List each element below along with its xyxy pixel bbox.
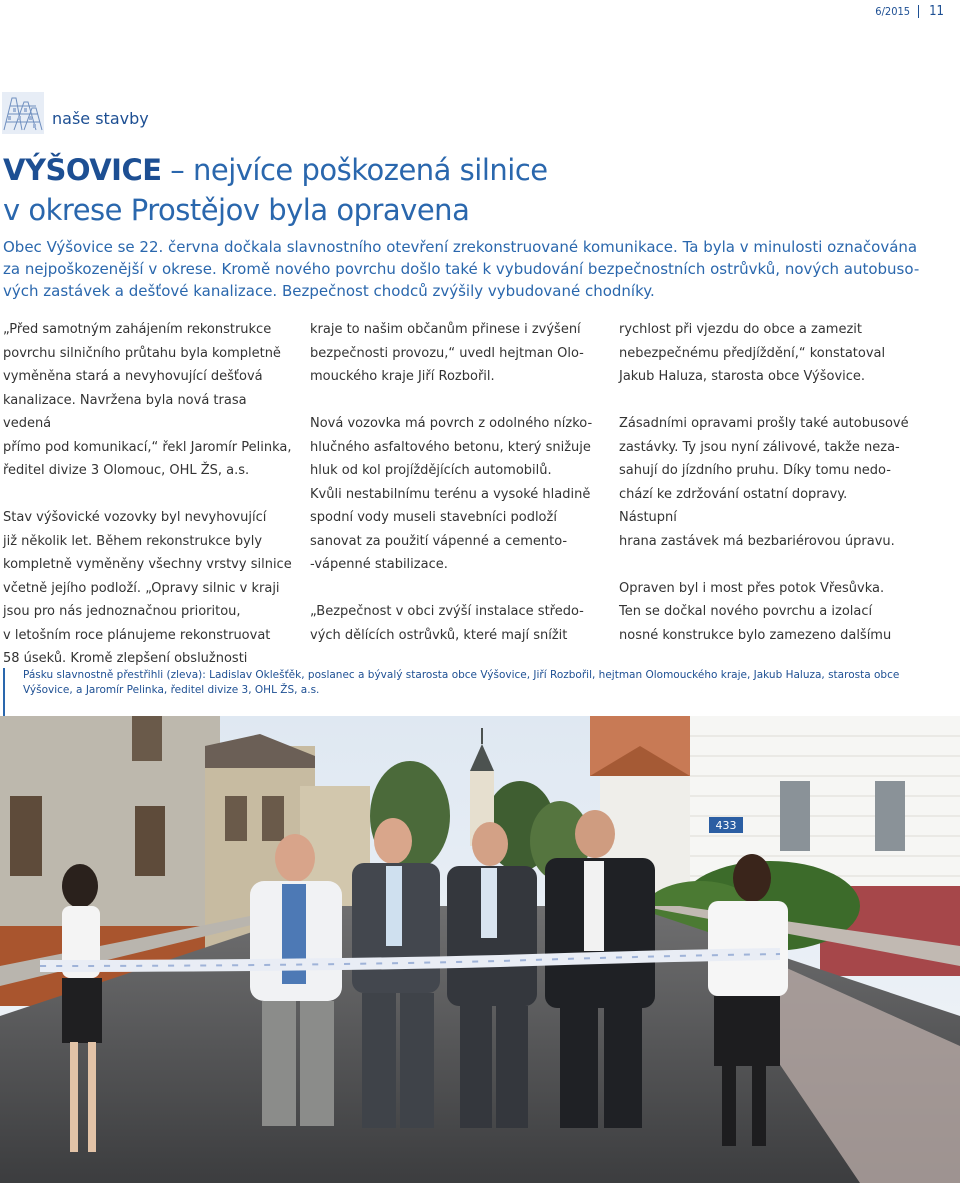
text-line: „Před samotným zahájením rekonstrukce [3, 322, 272, 337]
text-line: sahují do jízdního pruhu. Díky tomu nedo- [619, 463, 891, 478]
text-line: spodní vody museli stavebníci podloží [310, 510, 557, 525]
lead-line: za nejpoškozenější v okrese. Kromě nového povrchu došlo také k vybudování bezpečnostních ostrůvků, nových autobuso- [3, 260, 920, 278]
body-column-2 [310, 318, 600, 671]
ribbon-cutting-photo [0, 716, 960, 1183]
page-folio [875, 0, 960, 22]
text-line: vyměněna stará a nevyhovující dešťová [3, 369, 263, 384]
text-line: sanovat za použití vápenné a cemento- [310, 533, 568, 549]
text-line: vých dělících ostrůvků, které mají snížit [310, 627, 568, 643]
article-headline [3, 150, 548, 230]
person-man-2 [352, 818, 440, 1128]
text-line: povrchu silničního průtahu byla kompletně [3, 345, 281, 361]
text-line: zastávky. Ty jsou nyní zálivové, takže neza- [619, 439, 900, 455]
text-line: kompletně vyměněny všechny vrstvy silnice [3, 557, 292, 572]
person-man-3 [447, 822, 537, 1128]
text-line: mouckého kraje Jiří Rozbořil. [310, 369, 495, 384]
body-column-1 [3, 318, 293, 694]
text-line: Ten se dočkal nového povrchu a izolací [619, 604, 873, 619]
text-line: hrana zastávek má bezbariérovou úpravu. [619, 533, 895, 549]
text-line: Nová vozovka má povrch z odolného nízko- [310, 416, 593, 431]
section-label: naše stavby [52, 109, 149, 128]
article-lead [3, 236, 933, 302]
paragraph [310, 600, 600, 647]
house-number: 433 [715, 819, 737, 832]
text-line: již několik let. Během rekonstrukce byly [3, 533, 263, 549]
text-line: Kvůli nestabilnímu terénu a vysoké hladině [310, 486, 591, 502]
paragraph [619, 318, 909, 389]
text-line: nosné konstrukce bylo zamezeno dalšímu [619, 627, 892, 643]
section-header [2, 90, 149, 134]
headline-keyword: VÝŠOVICE [3, 153, 162, 187]
caption-line: Pásku slavnostně přestřihli (zleva): Ladislav Oklešťěk, poslanec a bývalý starosta obce Výšovice, Jiří Rozbořil, hejtman Olomouckého kraje, Jakub Haluza, starosta obce [23, 669, 900, 681]
text-line: 58 úseků. Kromě zlepšení obslužnosti [3, 651, 248, 666]
text-line: Stav výšovické vozovky byl nevyhovující [3, 510, 267, 525]
text-line: přímo pod komunikací,“ řekl Jaromír Pelinka, [3, 439, 292, 455]
text-line: kraje to našim občanům přinese i zvýšení [310, 322, 581, 337]
text-line: rychlost při vjezdu do obce a zamezit [619, 322, 862, 337]
text-line: ředitel divize 3 Olomouc, OHL ŽS, a.s. [3, 463, 250, 478]
lead-line: vých zastávek a dešťové kanalizace. Bezpečnost chodců zvýšily vybudované chodníky. [3, 282, 655, 300]
headline-rest: – nejvíce poškozená silnice [161, 153, 548, 187]
issue-number: 6/2015 [875, 5, 919, 18]
headline-line-2: v okrese Prostějov byla opravena [3, 193, 470, 227]
text-line: -vápenné stabilizace. [310, 557, 448, 572]
body-column-3 [619, 318, 909, 671]
page-number: 11 [929, 3, 944, 19]
paragraph [3, 506, 293, 671]
paragraph [619, 412, 909, 553]
text-line: „Bezpečnost v obci zvýší instalace středo- [310, 604, 584, 619]
text-line: nebezpečnému předjíždění,“ konstatoval [619, 345, 886, 361]
text-line: Jakub Haluza, starosta obce Výšovice. [619, 369, 866, 384]
text-line: hlučného asfaltového betonu, který snižuje [310, 439, 591, 455]
text-line: bezpečnosti provozu,“ uvedl hejtman Olo- [310, 345, 584, 361]
text-line: chází ke zdržování ostatní dopravy. Nástupní [619, 486, 848, 525]
text-line: Zásadními opravami prošly také autobusové [619, 416, 909, 431]
lead-line: Obec Výšovice se 22. června dočkala slavnostního otevření zrekonstruované komunikace. Ta byla v minulosti označována [3, 238, 918, 256]
paragraph [310, 412, 600, 577]
paragraph [310, 318, 600, 389]
paragraph [619, 577, 909, 648]
text-line: hluk od kol projíždějících automobilů. [310, 463, 552, 478]
building-logo-icon [2, 92, 44, 134]
text-line: Opraven byl i most přes potok Vřesůvka. [619, 580, 885, 596]
text-line: v letošním roce plánujeme rekonstruovat [3, 627, 271, 643]
text-line: kanalizace. Navržena byla nová trasa vedená [3, 392, 247, 431]
text-line: jsou pro nás jednoznačnou prioritou, [3, 604, 241, 619]
photo-caption [3, 668, 943, 718]
text-line: včetně jejího podloží. „Opravy silnic v kraji [3, 580, 280, 596]
paragraph [3, 318, 293, 483]
caption-line: Výšovice, a Jaromír Pelinka, ředitel divize 3, OHL ŽS, a.s. [23, 684, 320, 696]
